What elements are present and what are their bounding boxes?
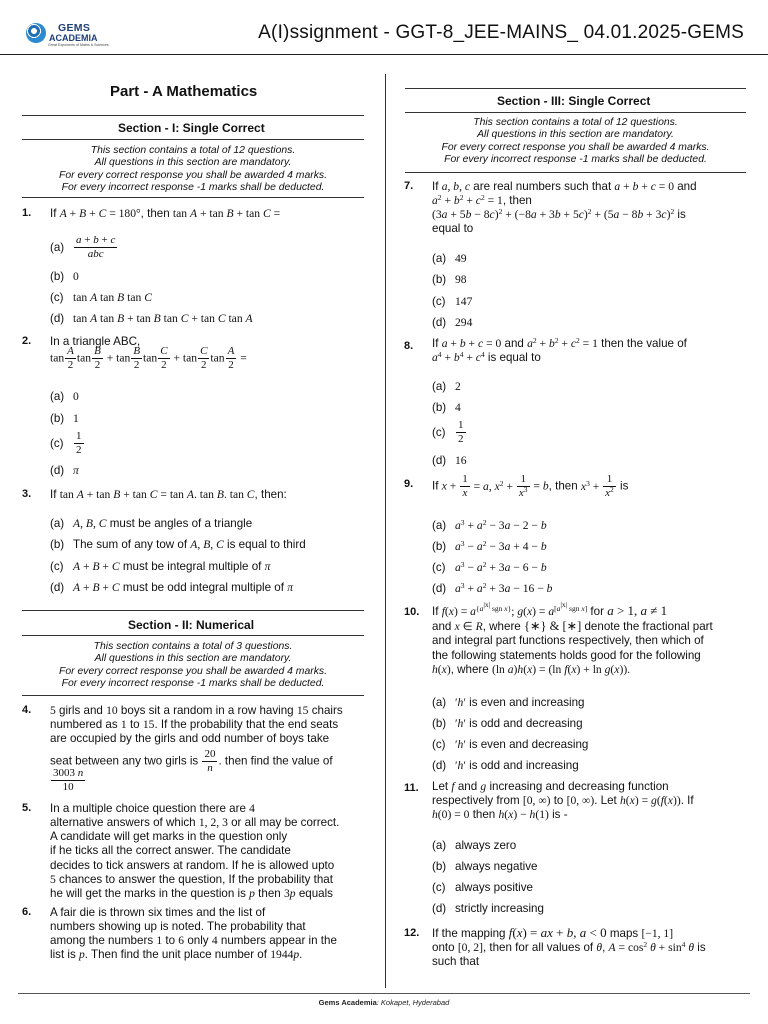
option-a[interactable]: (a) A, B, C must be angles of a triangle — [50, 517, 253, 530]
option-c[interactable]: (c) tan A tan B tan C — [50, 291, 152, 304]
section-title: Section - I: Single Correct — [118, 121, 265, 135]
question-text: If a + b + c = 0 and $a^2 + b^2 + c^2 = 1$ then the value of $a^4 + b^4 + c^4$ is equal to — [432, 336, 687, 365]
option-a[interactable]: (a) ′h′ is even and increasing — [432, 696, 585, 709]
option-d[interactable]: (d) A + B + C must be odd integral multiple of π — [50, 581, 294, 594]
question-6 — [22, 906, 367, 966]
option-c[interactable]: (c) always positive — [432, 881, 533, 894]
instruction-line: For every incorrect response -1 marks shall be deducted. — [61, 678, 325, 690]
page-header — [0, 0, 768, 62]
question-number: 12. — [404, 927, 420, 939]
footer-brand: Gems Academia — [318, 998, 377, 1007]
section-divider — [22, 115, 364, 116]
header-divider — [0, 54, 768, 55]
question-text: If the mapping f(x) = ax + b, a < 0 maps [−1, 1] onto [0, 2], then for all values of θ, $A = \cos^2 \theta + \sin^4 \theta$ is such that — [432, 925, 706, 969]
question-11 — [404, 780, 749, 918]
option-a[interactable]: (a) always zero — [432, 839, 517, 852]
question-number: 9. — [404, 478, 414, 490]
option-a[interactable]: (a) 0 — [50, 390, 79, 403]
section-instructions — [405, 117, 746, 167]
logo-swirl-icon — [26, 23, 46, 43]
option-b[interactable]: (b) 1 — [50, 412, 79, 425]
question-text: If tan A + tan B + tan C = tan A. tan B. tan C, then: — [50, 488, 287, 501]
section-divider — [22, 635, 364, 636]
section-instructions — [22, 145, 364, 195]
question-5 — [22, 802, 367, 902]
instruction-line: For every correct response you shall be awarded 4 marks. — [59, 665, 327, 677]
question-2 — [22, 335, 367, 480]
instruction-line: For every correct response you shall be awarded 4 marks. — [59, 169, 327, 181]
option-d[interactable]: (d) ′h′ is odd and increasing — [432, 759, 579, 772]
part-title: Part - A Mathematics — [110, 83, 258, 100]
gems-academia-logo — [24, 20, 112, 50]
logo-text-gems: GEMS — [58, 22, 91, 34]
column-divider — [385, 74, 386, 988]
section-divider — [22, 695, 364, 696]
logo-tagline: Great Exponents of Maths & Sciences — [48, 43, 109, 47]
option-a[interactable]: (a) 49 — [432, 252, 467, 265]
answer-expression: $\frac{3003 n}{10}$ — [53, 767, 84, 793]
section-divider — [405, 88, 746, 89]
instruction-line: This section contains a total of 12 questions. — [473, 117, 678, 128]
option-d[interactable]: (d) 294 — [432, 316, 473, 329]
option-b[interactable]: (b) always negative — [432, 860, 538, 873]
question-text: 5 girls and 10 boys sit a random in a row having 15 chairs numbered as 1 to 15. If the probability that the end seats are occupied by the girls and odd number of boys take seat between any two girls is $\frac{20}{n}$ . then find the value of — [50, 704, 343, 775]
question-number: 4. — [22, 704, 32, 716]
question-number: 1. — [22, 207, 32, 219]
section-divider — [22, 610, 364, 611]
option-a[interactable]: (a) $a^3 + a^2 - 3a - 2 - b$ — [432, 518, 547, 532]
question-text: In a triangle ABC, — [50, 335, 141, 348]
instruction-line: All questions in this section are mandatory. — [94, 653, 292, 665]
question-8 — [404, 337, 749, 472]
question-number: 5. — [22, 802, 32, 814]
section-divider — [22, 197, 364, 198]
instruction-line: This section contains a total of 12 questions. — [90, 145, 296, 156]
option-c[interactable]: (c) A + B + C must be integral multiple of π — [50, 560, 271, 573]
option-c[interactable]: (c) 147 — [432, 295, 473, 308]
question-number: 2. — [22, 335, 32, 347]
question-9 — [404, 474, 749, 599]
document-title: A(I)ssignment - GGT-8_JEE-MAINS_ 04.01.2025-GEMS — [258, 22, 744, 43]
question-10 — [404, 600, 749, 775]
question-text: Let f and g increasing and decreasing function respectively from [0, ∞) to [0, ∞). Let h(x) = g(f(x)). If h(0) = 0 then h(x) − h(1) is - — [432, 780, 694, 822]
option-d[interactable]: (d) $a^3 + a^2 + 3a - 16 - b$ — [432, 581, 553, 595]
section-title: Section - III: Single Correct — [497, 94, 651, 108]
page-footer — [0, 998, 768, 1007]
question-1 — [22, 207, 367, 332]
question-text: In a multiple choice question there are 4 alternative answers of which 1, 2, 3 or all may be correct. A candidate will get marks in the question only if he ticks all the correct answer. The candidate decides to tick answers at random. If he is allowed upto 5 chances to answer the question, If the probability that he will get the marks in the question is p then 3p equals — [50, 802, 340, 900]
question-number: 8. — [404, 340, 414, 352]
section-title: Section - II: Numerical — [128, 618, 255, 632]
instruction-line: For every correct response you shall be awarded 4 marks. — [441, 141, 710, 153]
option-c[interactable]: (c) $a^3 - a^2 + 3a - 6 - b$ — [432, 560, 547, 574]
question-number: 11. — [404, 782, 419, 794]
question-number: 7. — [404, 180, 414, 192]
section-divider — [22, 139, 364, 140]
question-expression: tan $\frac{A}{2}$ tan $\frac{B}{2}$ + tan $\frac{B}{2}$ tan $\frac{C}{2}$ + tan $\frac{C}{2}$ tan $\frac{A}{2}$ = — [50, 345, 247, 371]
question-text: If a, b, c are real numbers such that a + b + c = 0 and $a^2 + b^2 + c^2 = 1$, then $(3a + 5b - 8c)^2 + (-8a + 3b + 5c)^2 + (5a - 8b + 3c)^2$ is equal to — [432, 180, 697, 236]
question-7 — [404, 180, 749, 332]
option-d[interactable]: (d) strictly increasing — [432, 902, 544, 915]
option-a[interactable]: (a) $\frac{a + b + c}{\text{abc}}$ — [50, 234, 116, 260]
option-b[interactable]: (b) ′h′ is odd and decreasing — [432, 717, 583, 730]
question-number: 3. — [22, 488, 32, 500]
option-d[interactable]: (d) tan A tan B + tan B tan C + tan C tan A — [50, 312, 253, 325]
section-instructions — [22, 641, 364, 691]
instruction-line: This section contains a total of 3 questions. — [93, 641, 293, 652]
question-12 — [404, 925, 749, 973]
instruction-line: For every incorrect response -1 marks shall be deducted. — [61, 182, 325, 194]
instruction-line: All questions in this section are mandatory. — [477, 129, 674, 141]
option-b[interactable]: (b) $a^3 - a^2 - 3a + 4 - b$ — [432, 539, 547, 553]
footer-location: : Kokapet, Hyderabad — [376, 998, 450, 1007]
footer-divider — [18, 993, 750, 994]
question-number: 6. — [22, 906, 32, 918]
option-d[interactable]: (d) 16 — [432, 454, 467, 467]
option-a[interactable]: (a) 2 — [432, 380, 461, 393]
question-number: 10. — [404, 606, 420, 618]
option-b[interactable]: (b) The sum of any tow of A, B, C is equal to third — [50, 538, 306, 551]
logo-text-academia: ACADEMIA — [49, 33, 98, 43]
question-text: If x + $\frac{1}{x}$ = a, $x^2$ + $\frac{1}{x^3}$ = b, then $x^3$ + $\frac{1}{x^2}$ is — [432, 473, 629, 499]
question-3 — [22, 488, 367, 598]
question-text: If A + B + C = 180°, then tan A + tan B + tan C = — [50, 207, 281, 220]
option-d[interactable]: (d) π — [50, 464, 79, 477]
instruction-line: All questions in this section are mandatory. — [94, 157, 292, 169]
option-b[interactable]: (b) 4 — [432, 401, 461, 414]
option-c[interactable]: (c) ′h′ is even and decreasing — [432, 738, 589, 751]
section-divider — [405, 112, 746, 113]
instruction-line: For every incorrect response -1 marks shall be deducted. — [444, 154, 707, 166]
option-b[interactable]: (b) 98 — [432, 273, 467, 286]
option-c[interactable]: (c) $\frac{1}{2}$ — [50, 430, 82, 456]
question-text: A fair die is thrown six times and the list of numbers showing up is noted. The probability that among the numbers 1 to 6 only 4 numbers appear in the list is p. Then find the unit place number of 1944p. — [50, 906, 337, 962]
question-4 — [22, 704, 367, 799]
option-b[interactable]: (b) 0 — [50, 270, 79, 283]
section-divider — [405, 172, 746, 173]
question-text: If $f(x) = a^{\{a^{|x|} sgn x\}}$; g(x) = a[a|x| sgn x] for a > 1, a ≠ 1 and x ∈ R, where {∗} & [∗] denote the fractional part and integral part functions respectively, then which of the following statements holds good for the following h(x), where (ln a)h(x) = (ln f(x) + ln g(x)). — [432, 600, 713, 676]
option-c[interactable]: (c) $\frac{1}{2}$ — [432, 419, 464, 445]
